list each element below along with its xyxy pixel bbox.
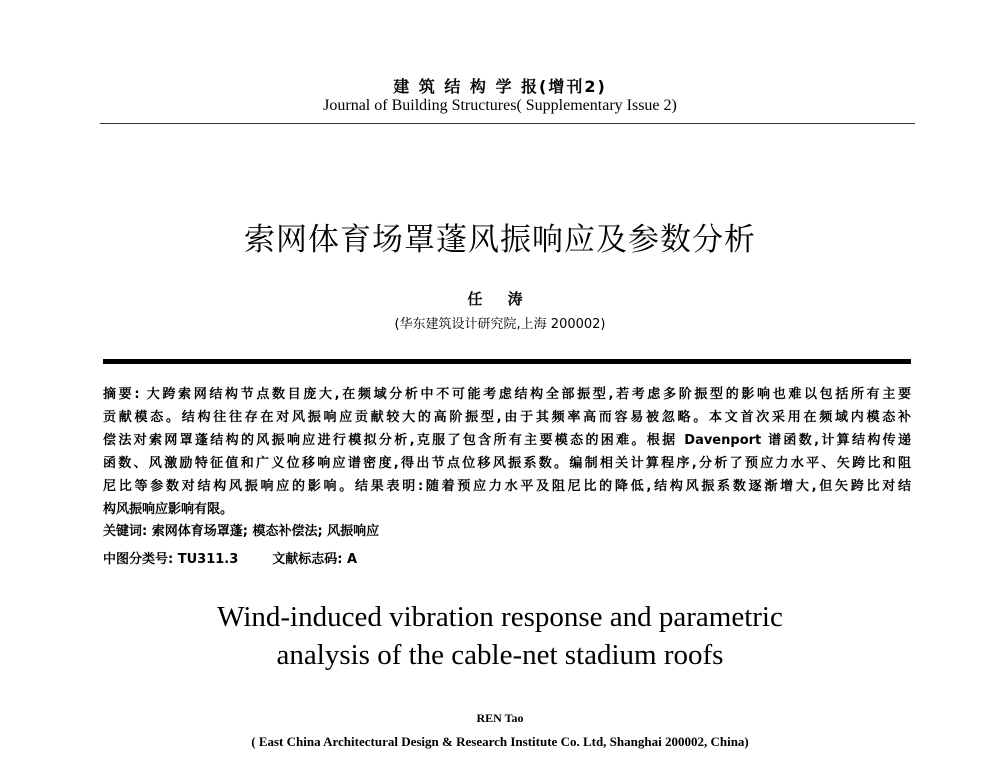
title-en-line: Wind-induced vibration response and parametric [217,601,783,633]
abstract-line: 尼比等参数对结构风振响应的影响。结果表明:随着预应力水平及阻尼比的降低,结构风振系数逐渐增大,但矢跨比对结 [103,479,911,494]
abstract-line: 函数、风激励特征值和广义位移响应谱密度,得出节点位移风振系数。编制相关计算程序,分析了预应力水平、矢跨比和阻 [103,456,911,471]
author-en: REN Tao [476,711,524,725]
classification-row [103,548,391,567]
header-rule [100,123,915,124]
section-divider [103,359,911,364]
journal-name-cn: 建 筑 结 构 学 报(增刊2) [393,77,607,96]
keywords: 关键词: 索网体育场罩蓬; 模态补偿法; 风振响应 [103,524,380,539]
journal-name-en: Journal of Building Structures( Supplementary Issue 2) [323,97,677,114]
paper-title-en [0,598,1000,674]
abstract-line: 偿法对索网罩蓬结构的风振响应进行模拟分析,克服了包含所有主要模态的困难。根据 Davenport 谱函数,计算结构传递 [103,433,911,448]
document-code: 文献标志码: A [272,552,358,567]
affiliation-en: ( East China Architectural Design & Research Institute Co. Ltd, Shanghai 200002, China) [251,734,749,749]
author-cn: 任 涛 [467,290,533,308]
affiliation-cn: (华东建筑设计研究院,上海 200002) [394,317,606,332]
abstract-line: 贡献模态。结构往往存在对风振响应贡献较大的高阶振型,由于其频率高而容易被忽略。本文首次采用在频域内模态补 [103,410,911,425]
classification-number: 中图分类号: TU311.3 [103,552,239,567]
abstract-line: 构风振响应影响有限。 [103,502,234,517]
title-en-line: analysis of the cable-net stadium roofs [276,639,724,671]
paper-title-cn: 索网体育场罩蓬风振响应及参数分析 [244,222,756,258]
abstract-line: 摘要: 大跨索网结构节点数目庞大,在频域分析中不可能考虑结构全部振型,若考虑多阶振型的影响也难以包括所有主要 [103,387,911,402]
